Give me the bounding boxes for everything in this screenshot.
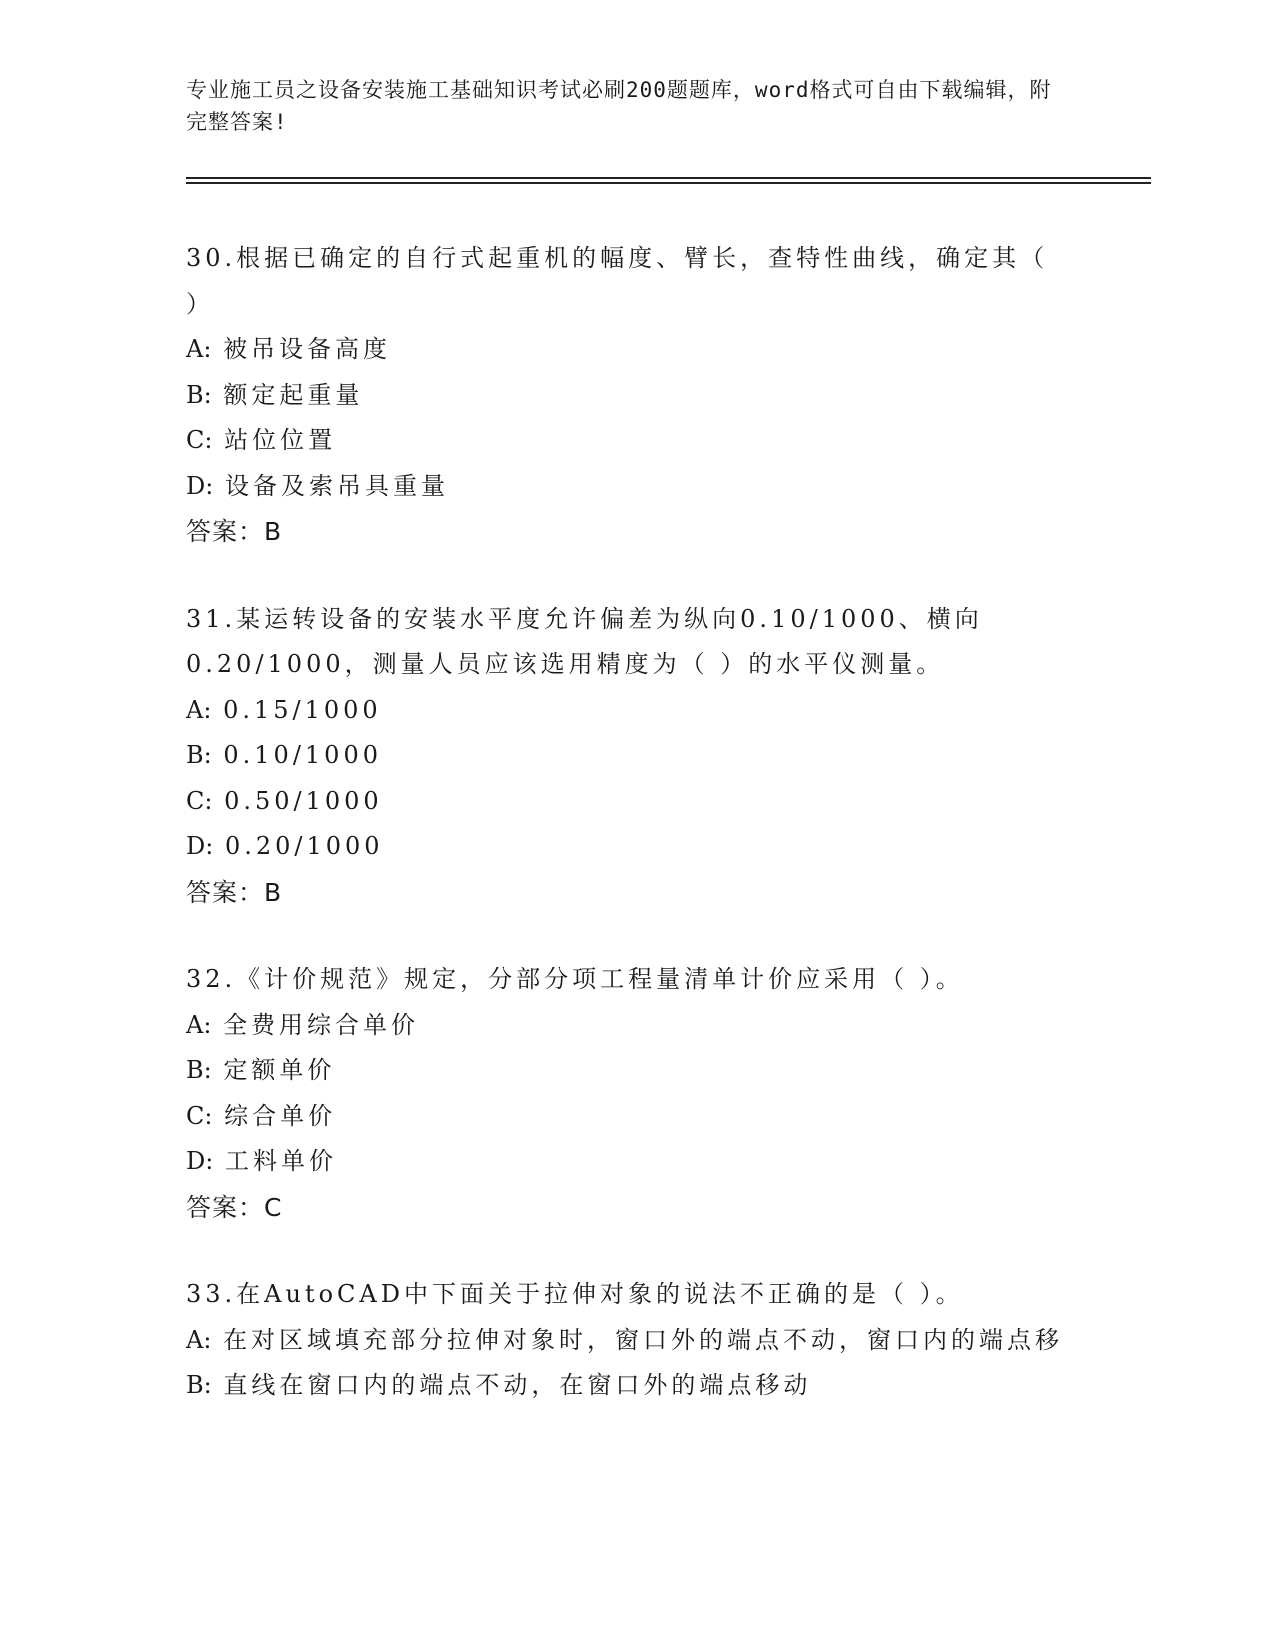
- question-32: [186, 957, 1066, 1230]
- option-text: 0.50/1000: [224, 786, 383, 815]
- question-31: [186, 597, 1066, 916]
- option-letter: B:: [186, 380, 212, 409]
- option-d: [186, 464, 1066, 510]
- option-text: 全费用综合单价: [223, 1010, 420, 1039]
- option-text: 设备及索吊具重量: [224, 471, 449, 500]
- answer-label: 答案：C: [186, 1192, 283, 1222]
- option-letter: A:: [186, 1010, 212, 1039]
- option-c: [186, 1094, 1066, 1140]
- option-b: [186, 1048, 1066, 1094]
- question-text: 30.根据已确定的自行式起重机的幅度、臂长，查特性曲线，确定其（ ）: [186, 244, 1049, 318]
- option-text: 定额单价: [223, 1056, 336, 1084]
- option-letter: C:: [186, 426, 213, 454]
- answer-label: 答案：B: [186, 877, 283, 907]
- option-text: 综合单价: [224, 1101, 337, 1130]
- option-text: 额定起重量: [223, 380, 364, 409]
- option-letter: A:: [186, 1325, 212, 1354]
- question-text: 33.在AutoCAD中下面关于拉伸对象的说法不正确的是（ ）。: [186, 1280, 964, 1308]
- option-text: 直线在窗口内的端点不动，在窗口外的端点移动: [223, 1371, 812, 1399]
- question-30: [186, 236, 1066, 555]
- option-a: [186, 1003, 1066, 1049]
- option-letter: D:: [186, 832, 214, 860]
- option-b: [186, 733, 1066, 779]
- option-a: [186, 1318, 1066, 1364]
- question-list: [186, 236, 1066, 1451]
- header-rule-top: [186, 177, 1151, 179]
- option-text: 0.10/1000: [223, 741, 382, 769]
- option-b: [186, 373, 1066, 419]
- option-letter: C:: [186, 786, 213, 815]
- option-text: 工料单价: [224, 1147, 337, 1175]
- option-letter: B:: [186, 741, 212, 769]
- header-rule-bottom: [186, 182, 1151, 184]
- question-text: 31.某运转设备的安装水平度允许偏差为纵向0.10/1000、横向0.20/1000，测量人员应该选用精度为（ ）的水平仪测量。: [186, 604, 983, 678]
- option-letter: D:: [186, 1147, 214, 1175]
- option-letter: A:: [186, 335, 212, 363]
- document-header: 专业施工员之设备安装施工基础知识考试必刷200题题库，word格式可自由下载编辑，附完整答案!: [186, 78, 1052, 134]
- question-text: 32.《计价规范》规定，分部分项工程量清单计价应采用（ ）。: [186, 965, 964, 993]
- answer-label: 答案：B: [186, 517, 283, 546]
- option-text: 在对区域填充部分拉伸对象时，窗口外的端点不动，窗口内的端点移: [223, 1325, 1064, 1354]
- option-c: [186, 418, 1066, 464]
- option-a: [186, 327, 1066, 373]
- option-c: [186, 779, 1066, 825]
- option-letter: A:: [186, 695, 212, 724]
- option-letter: D:: [186, 471, 214, 500]
- option-d: [186, 1139, 1066, 1185]
- option-text: 0.15/1000: [223, 695, 382, 724]
- option-letter: B:: [186, 1371, 212, 1399]
- option-a: [186, 688, 1066, 734]
- option-text: 0.20/1000: [224, 832, 384, 860]
- option-d: [186, 824, 1066, 870]
- option-text: 被吊设备高度: [223, 335, 392, 363]
- option-letter: C:: [186, 1101, 213, 1130]
- option-b: [186, 1363, 1066, 1409]
- option-text: 站位位置: [224, 426, 337, 454]
- option-letter: B:: [186, 1056, 212, 1084]
- question-33: [186, 1272, 1066, 1409]
